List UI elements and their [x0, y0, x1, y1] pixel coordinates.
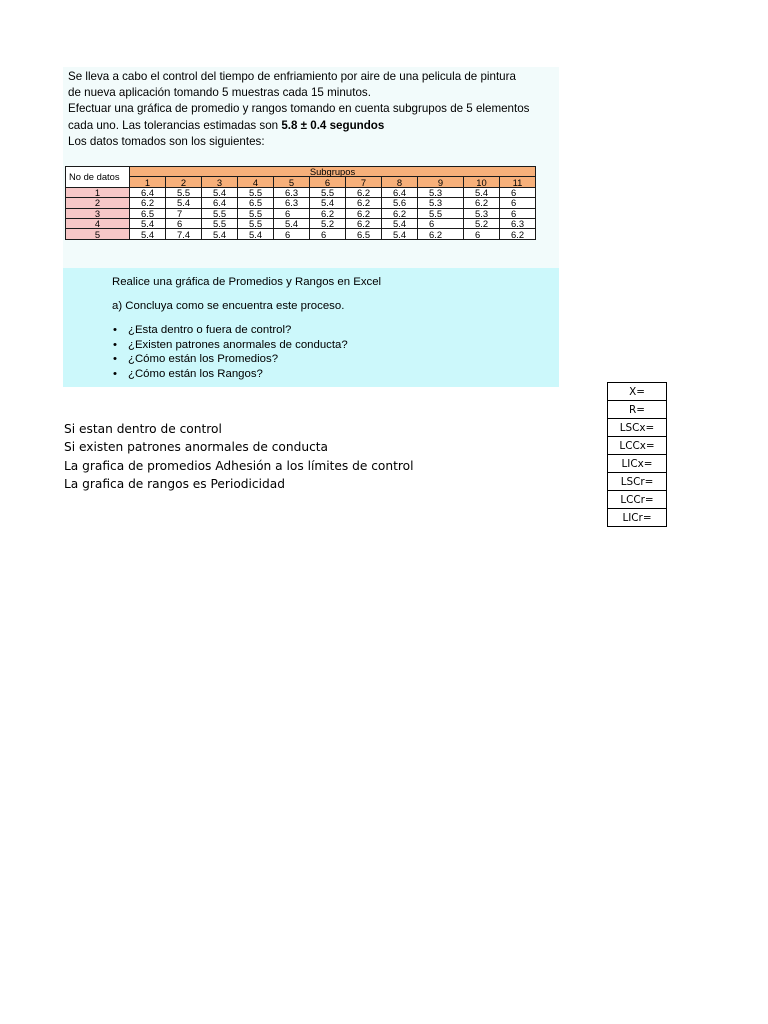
table-cell[interactable]: 5.6 — [382, 198, 418, 208]
table-cell[interactable]: 6.3 — [274, 187, 310, 197]
table-cell[interactable]: 6 — [500, 187, 536, 197]
problem-line-1: Se lleva a cabo el control del tiempo de enfriamiento por aire de una pelicula de pintura — [68, 70, 516, 83]
task-questions — [112, 323, 348, 381]
subgroup-column-header: 7 — [346, 177, 382, 187]
row-index: 1 — [66, 187, 130, 197]
table-cell[interactable]: 5.4 — [238, 229, 274, 239]
table-cell[interactable]: 5.5 — [238, 187, 274, 197]
stat-cell-lccx[interactable]: LCCx= — [608, 437, 667, 455]
row-index: 3 — [66, 208, 130, 218]
table-cell[interactable]: 5.5 — [238, 218, 274, 228]
task-subtitle: a) Concluya como se encuentra este proceso. — [112, 300, 345, 312]
table-cell[interactable]: 6.2 — [500, 229, 536, 239]
table-cell[interactable]: 6.2 — [382, 208, 418, 218]
stat-cell-lscr[interactable]: LSCr= — [608, 473, 667, 491]
table-cell[interactable]: 6 — [500, 208, 536, 218]
table-cell[interactable]: 5.3 — [464, 208, 500, 218]
table-cell[interactable]: 5.5 — [238, 208, 274, 218]
answer-line[interactable]: Si existen patrones anormales de conducta — [64, 440, 329, 455]
table-cell[interactable]: 6.3 — [500, 218, 536, 228]
table-cell[interactable]: 5.4 — [130, 229, 166, 239]
answer-line[interactable]: La grafica de promedios Adhesión a los límites de control — [64, 458, 414, 473]
table-cell[interactable]: 6.2 — [464, 198, 500, 208]
table-cell[interactable]: 5.5 — [166, 187, 202, 197]
row-index: 5 — [66, 229, 130, 239]
table-cell[interactable]: 6.5 — [346, 229, 382, 239]
subgroup-column-header: 9 — [418, 177, 464, 187]
table-cell[interactable]: 5.4 — [310, 198, 346, 208]
subgroups-header: Subgrupos — [130, 167, 536, 177]
tolerance-value: 5.8 ± 0.4 segundos — [281, 118, 385, 132]
table-cell[interactable]: 6 — [500, 198, 536, 208]
problem-line-3: Efectuar una gráfica de promedio y rangos tomando en cuenta subgrupos de 5 elementos — [68, 102, 530, 116]
table-cell[interactable]: 6.2 — [418, 229, 464, 239]
table-cell[interactable]: 5.4 — [202, 187, 238, 197]
task-title: Realice una gráfica de Promedios y Rangos en Excel — [112, 276, 382, 288]
subgroup-column-header: 11 — [500, 177, 536, 187]
stat-cell-lccr[interactable]: LCCr= — [608, 491, 667, 509]
answer-line[interactable]: Si estan dentro de control — [64, 422, 222, 436]
table-cell[interactable]: 5.4 — [130, 218, 166, 228]
answers — [64, 420, 413, 494]
table-cell[interactable]: 6.4 — [130, 187, 166, 197]
table-cell[interactable]: 6 — [310, 229, 346, 239]
table-cell[interactable]: 5.2 — [464, 218, 500, 228]
stat-cell-licx[interactable]: LICx= — [608, 455, 667, 473]
table-cell[interactable]: 5.4 — [382, 218, 418, 228]
subgroup-column-header: 8 — [382, 177, 418, 187]
table-cell[interactable]: 6 — [166, 218, 202, 228]
table-row — [66, 187, 536, 197]
question-item: • ¿Cómo están los Rangos? — [112, 367, 348, 382]
subgroup-column-header: 4 — [238, 177, 274, 187]
table-cell[interactable]: 6.5 — [238, 198, 274, 208]
subgroup-column-header: 6 — [310, 177, 346, 187]
answer-line[interactable]: La grafica de rangos es Periodicidad — [64, 477, 285, 492]
table-row — [66, 208, 536, 218]
table-cell[interactable]: 6.5 — [130, 208, 166, 218]
table-cell[interactable]: 5.4 — [202, 229, 238, 239]
table-cell[interactable]: 5.4 — [382, 229, 418, 239]
table-cell[interactable]: 6.2 — [346, 187, 382, 197]
table-cell[interactable]: 6.3 — [274, 198, 310, 208]
column-header-no-datos: No de datos — [66, 167, 130, 188]
table-cell[interactable]: 5.3 — [418, 198, 464, 208]
samples-table — [65, 166, 536, 240]
table-cell[interactable]: 5.3 — [418, 187, 464, 197]
subgroup-column-header: 5 — [274, 177, 310, 187]
table-cell[interactable]: 6.2 — [346, 218, 382, 228]
table-cell[interactable]: 5.5 — [202, 208, 238, 218]
table-cell[interactable]: 6.4 — [202, 198, 238, 208]
table-row — [66, 229, 536, 239]
table-cell[interactable]: 6.2 — [346, 198, 382, 208]
table-cell[interactable]: 6.2 — [346, 208, 382, 218]
subgroup-column-header: 3 — [202, 177, 238, 187]
stat-cell-r[interactable]: R= — [608, 401, 667, 419]
control-limits-table — [607, 382, 667, 527]
subgroup-column-header: 10 — [464, 177, 500, 187]
problem-line-4 — [68, 118, 556, 134]
table-row — [66, 198, 536, 208]
table-cell[interactable]: 5.4 — [274, 218, 310, 228]
stat-cell-lscx[interactable]: LSCx= — [608, 419, 667, 437]
table-cell[interactable]: 6 — [464, 229, 500, 239]
problem-line-2: de nueva aplicación tomando 5 muestras cada 15 minutos. — [68, 86, 371, 100]
table-row — [66, 218, 536, 228]
question-item: • ¿Existen patrones anormales de conducta? — [112, 338, 348, 353]
problem-statement — [68, 69, 556, 150]
table-cell[interactable]: 6 — [274, 208, 310, 218]
table-cell[interactable]: 5.4 — [166, 198, 202, 208]
table-cell[interactable]: 5.5 — [418, 208, 464, 218]
table-cell[interactable]: 5.4 — [464, 187, 500, 197]
stat-cell-x[interactable]: X= — [608, 383, 667, 401]
table-cell[interactable]: 5.5 — [202, 218, 238, 228]
table-cell[interactable]: 5.2 — [310, 218, 346, 228]
table-cell[interactable]: 6.2 — [130, 198, 166, 208]
table-cell[interactable]: 6.2 — [310, 208, 346, 218]
question-item: • ¿Cómo están los Promedios? — [112, 352, 348, 367]
table-cell[interactable]: 6 — [274, 229, 310, 239]
subgroup-column-header: 1 — [130, 177, 166, 187]
table-cell[interactable]: 7 — [166, 208, 202, 218]
table-cell[interactable]: 6 — [418, 218, 464, 228]
table-cell[interactable]: 7.4 — [166, 229, 202, 239]
stat-cell-licr[interactable]: LICr= — [608, 509, 667, 527]
table-cell[interactable]: 6.4 — [382, 187, 418, 197]
row-index: 2 — [66, 198, 130, 208]
row-index: 4 — [66, 218, 130, 228]
tolerance-prefix: cada uno. Las tolerancias estimadas son — [68, 118, 282, 132]
question-item: • ¿Esta dentro o fuera de control? — [112, 323, 348, 338]
table-cell[interactable]: 5.5 — [310, 187, 346, 197]
subgroup-column-header: 2 — [166, 177, 202, 187]
problem-line-5: Los datos tomados son los siguientes: — [68, 134, 265, 148]
